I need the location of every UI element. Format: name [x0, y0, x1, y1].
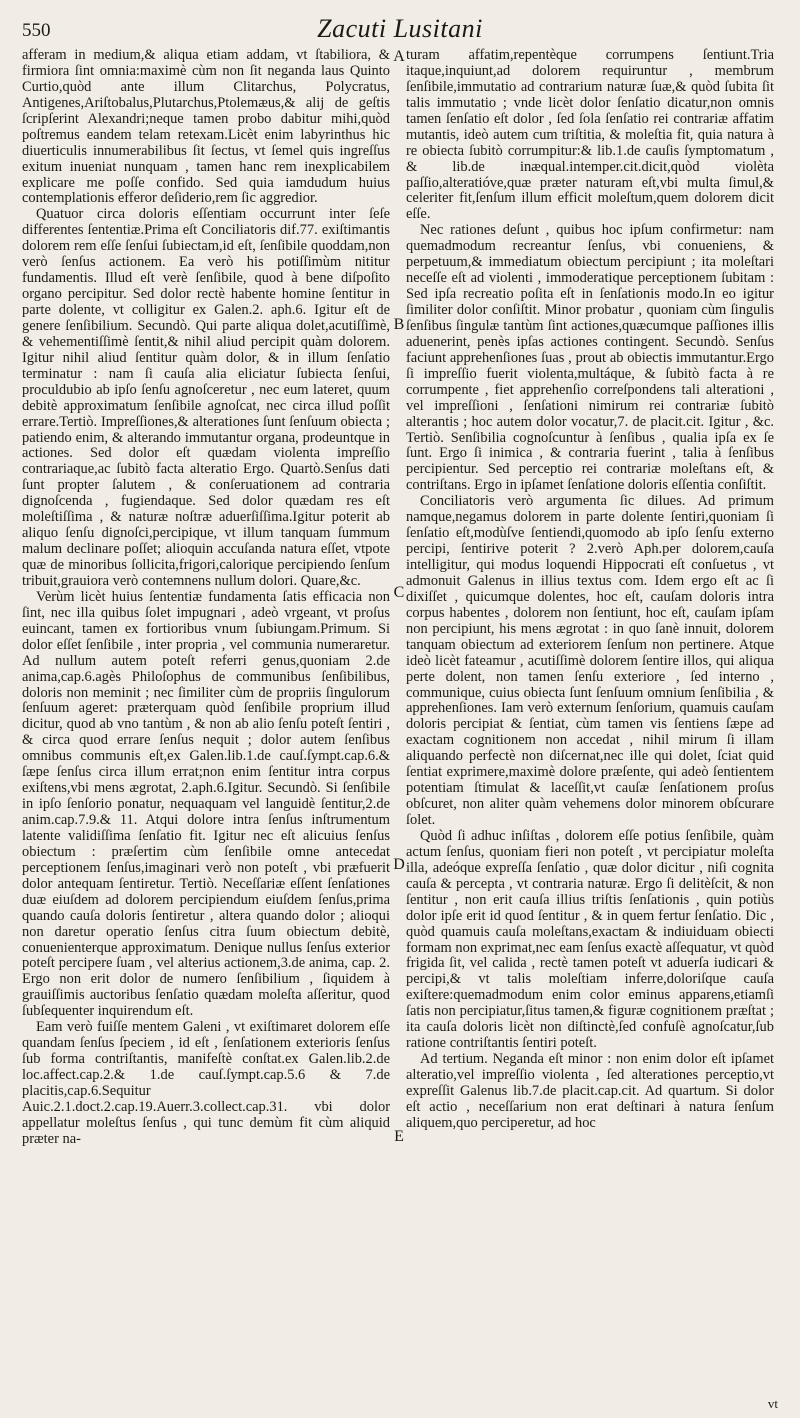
margin-letter-d: D: [393, 856, 405, 873]
paragraph: Quòd ſi adhuc inſiſtas , dolorem eſſe potius ſenſibile, quàm actum ſenſus, quoniam fieri non poteſt , vt percipiatur moleſta illa, adeóque expreſſa ſenſatio , quæ dolor dicitur , niſi cognita cauſa & percepta , vt contraria naturæ. Ergo ſi delitèſcit, & non ſentitur , non erit cauſa illius triſtis ſenſationis , quin potiùs dolor ipſe erit id quod ſentitur , & in quem fertur ſenſatio. Dic , quòd quamuis cauſa moleſtans,exactam & indiuiduam obiecti formam non exprimat,nec eam ſenſus exactè aſſequatur, vt quòd frigida ſit, vel calida , rectè tamen poteſt vt aduerſa iudicari & percipi,& vt talis moleſtiam inferre,doloriſque cauſa exiſtere:quemadmodum enim color eminus apparens,etiamſi ſatis non percipiatur,ſitus tamen,& figuræ cognitionem præſtat ; ita cauſa doloris licèt non diſtinctè,ſed confuſè agnoſcatur,ſub ratione contriſtantis ſentiri poteſt.: [406, 827, 774, 1052]
margin-letter-a: A: [393, 48, 405, 65]
paragraph: Quatuor circa doloris eſſentiam occurrunt inter ſeſe differentes ſententiæ.Prima eſt Conciliatoris dif.77. exiſtimantis dolorem rem eſſe ſenſui ſubiectam,id eſt, ſenſibile quoddam,non verò ſenſus actionem. Ea verò his potiſſimùm nititur fundamentis. Illud eſt verè ſenſibile, quod à bene diſpoſito organo percipitur. Sed dolor rectè habente homine ſentitur in parte dolente, vt colligitur ex Galen.2. aph.6. Igitur eſt de genere ſenſibilium. Secundò. Qui parte aliqua dolet,acutiſſimè, & vehementiſſimè ſentit,& nihil aliud percipit quàm dolorem. Igitur nihil aliud ſentitur quàm dolor, & in illum ſenſatio terminatur : nam ſi cauſa alia eliciatur ſubiecta ſenſui, proculdubio ab ipſo ſenſu agnoſceretur , nec eum lateret, quum debitè approximatum ſenſibile agnoſcat, nec circa illud poſſit errare.Tertiò. Impreſſiones,& alterationes ſunt ſenſuum obiecta ; patiendo enim, & alterando immutantur organa, prodeuntque in actiones. Sed dolor eſt quædam violenta impreſſio contrariaque,ac ſubitò facta alteratio Ergo. Quartò.Senſus dati ſunt propter ſalutem , & conſeruationem ad contraria dignoſcenda , fugiendaque. Sed dolor quædam res eſt moleſtiſſima , & naturæ noſtræ aduerſiſſima.Igitur poterit ab aliquo ſenſu dignoſci,percipique, vt illum tanquam ſummum malum declinare poſſet; alioquin accuſanda natura eſſet, vtpote quæ de minoribus ſollicita,frigori,calorique percipiendo ſenſum tribuit,grauiora verò contemnens nullum dolori. Quare,&c.: [22, 206, 390, 589]
paragraph: Conciliatoris verò argumenta ſic dilues. Ad primum namque,negamus dolorem in parte dolente ſentiri,quoniam ſi ſenſatio eſt,modùſve ſentiendi,quomodo ab ipſo ſenſu externo percipi, ſentirive poterit ? 2.verò Aph.per dolorem,cauſa intelligitur, qui modus loquendi Hippocrati eſt conſuetus , vt admonuit Galenus in illius textus com. Idem ergo eſt ac ſi dixiſſet , quicumque dolentes, hoc eſt, cauſam doloris intra corpus habentes , dolorem non ſentiunt, hoc eſt, cauſam ipſam non percipiunt, his mens ægrotat : in quo ſanè innuit, dolorem tanquam obiectum ad exteriorem ſenſum non pertinere. Atque ideò licèt fateamur , acutiſſimè dolorem ſentire illos, qui aliqua perte dolent, non tamen ſenſu exteriore , ſed interno , communique, cuius obiecta ſunt ſenſuum omnium ſenſibilia , & apprehenſiones. Iam verò externum ſenſorium, quamuis cauſam doloris percipiat & ſentiat, cùm tamen vis ſentiens ſæpe ad exactam cognitionem non accedat , nihil mirum ſi illam aliquando perfectè non diſcernat,nec ille qui dolet, ſciat quid ſentiat exprimere,maximè dolore præſente, qui adeò ſentientem potentiam ſtimulat & laceſſit,vt cauſæ ſenſationem proſus obſcuret, non aliter quàm vehemens dolor minorem obſcurare ſolet.: [406, 493, 774, 828]
running-title: Zacuti Lusitani: [317, 14, 483, 43]
margin-letter-e: E: [394, 1128, 404, 1145]
page-number: 550: [22, 20, 51, 41]
left-column: [22, 48, 390, 1403]
paragraph: Nec rationes deſunt , quibus hoc ipſum confirmetur: nam quemadmodum recreantur ſenſus, vbi conueniens, & perpetuum,& immediatum obiectum percipiunt ; ita moleſtari neceſſe eſt ad violenti , immoderatique perceptionem ſubitam : Sed ipſa recreatio poſita eſt in ſenſationis modo.In eo igitur ſimiliter dolor conſiſtit. Minor probatur , quoniam cùm ſingulis ſenſibus ſingulæ tantùm ſint actiones,quæcumque paſſiones illis aduenerint, penès ipſas actiones contingent. Secundò. Senſus faciunt apprehenſiones ſuas , prout ab obiectis immutantur.Ergo ſi impreſſio fuerit violenta,multáque, & ſubitò facta à re corrumpente , fiet apprehenſio correſpondens tali alterationi , vel impreſſioni , ſenſationi nimirum rei contrariæ ſubitò alterantis ; hoc autem dolor vocatur,7. de placit.cit. Igitur , &c. Tertiò. Senſibilia cognoſcuntur à ſenſibus , qualia ipſa ex ſe ſunt. Ergo ſi inimica , & contraria fuerint , talia à ſenſibus percipientur. Sed perceptio rei contrariæ moleſtans eſt, & contriſtans. Ergo in ipſamet ſenſatione doloris eſſentia conſiſtit.: [406, 222, 774, 494]
paragraph: Verùm licèt huius ſententiæ fundamenta ſatis efficacia non ſint, nec illa quibus ſolet impugnari , adeò vrgeant, vt proſus euincant, tamen ex fortioribus vnum ſubiungam.Primum. Si dolor eſſet ſenſibile , inter propria , vel communia numeraretur. Ad nullum autem poteſt referri genus,quoniam 2.de anima,cap.6.agès Philoſophus de communibus ſenſibilibus, doloris non meminit ; nec ſimiliter cùm de propriis ſingulorum ſenſuum ageret: præterquam quòd ſenſibile proprium illud dicitur, quod ab vno tantùm , & non ab alio ſenſu poteſt ſentiri , & circa quod errare ſenſus nequit ; dolor autem ſenſibus omnibus communis eſt,ex Galen.lib.1.de cauſ.ſympt.cap.6.& ſæpe ſenſus circa illum errat;non enim ſentitur intra corpus exiſtens,vbi mens ægrotat, 2.aph.6.Igitur. Secundò. Si ſenſibile in ipſo ſenſorio ponatur, nequaquam vel languidè ſentitur,2.de anim.cap.7.9.& 11. Atqui dolore intra ſenſus inſtrumentum latente validiſſima ſenſatio fit. Igitur nec eſt alicuius ſenſus obiectum : præſertim cùm ſenſibile omne antecedat perceptionem ſenſus,imaginari verò non poteſt , vbi præfuerit dolor antequam ſentiretur. Tertiò. Neceſſariæ eſſent ſenſationes duæ eiuſdem ad dolorem percipiendum eiuſdem ſenſus,prima quando cauſa doloris ſentiretur , altera quando dolor ; alioqui non daretur operatio ſenſus citra ſuum obiectum debitè, conuenienterque approximatum. Denique nullus ſenſus exterior poteſt percipere ſuam , vel alterius actionem,3.de anima, cap. 2. Ergo non erit dolor de numero ſenſibilium , ſiquidem à grauiſſimis auctoribus ſenſatio quædam moleſta aſſeritur, quod ſubſequenter inquirendum eſt.: [22, 588, 390, 1020]
paragraph: turam affatim,repentèque corrumpens ſentiunt.Tria itaque,inquiunt,ad dolorem requiruntur , membrum ſenſibile,immutatio ad contrarium naturæ ſuæ,& quòd ſubita ſit talis immutatio ; vnde licèt dolor ſenſatio dicatur,non omnis tamen ſenſatio eſt dolor , ſed ſola ſenſatio rei contrariæ affatim mutantis, ideò autem cum triſtitia, & moleſtia fit, quia natura à re obiecta ſubitò corrumpitur:& lib.1.de cauſis ſymptomatum , & lib.de inæqual.intemper.cit.dicit,quòd violèta paſſio,alteratióve,quæ præter naturam eſt,vbi multa ſimul,& celeriter fit,ſenſum illum efficit moleſtum,quem dolorem dicit eſſe.: [406, 48, 774, 223]
margin-letter-c: C: [393, 584, 405, 601]
catchword: vt: [767, 1396, 778, 1411]
paragraph: afferam in medium,& aliqua etiam addam, vt ſtabiliora, & firmiora ſint omnia:maximè cùm non ſit neganda laus Quinto Curtio,quòd ante illum Clitarchus, Polycratus, Antigenes,Ariſtobalus,Plutarchus,Ptolemæus,& alij de geſtis ſcripſerint Alexandri;neque tamen probo dabitur mihi,quòd poſtremus eandem telam retexam.Licèt enim labyrinthus hic diuerticulis innumerabilibus ſit ſectus, vt ſemel quis ingreſſus exitum inueniat nunquam , tamen hanc rem inexplicabilem explicare me poſſe confido. Sed quia iamdudum huius contemplationis efferor deſiderio,rem ſic aggredior.: [22, 48, 390, 207]
paragraph: Ad tertium. Neganda eſt minor : non enim dolor eſt ipſamet alteratio,vel impreſſio violenta , ſed alterationes perceptio,vt expreſſit Galenus lib.7.de placit.cap.cit. Ad quartum. Si dolor eſt actio , neceſſarium non erat deſtinari à natura ſenſum aliquem,quo perciperetur, ad hoc: [406, 1051, 774, 1131]
right-column: [406, 48, 774, 1403]
margin-letter-b: B: [393, 316, 405, 333]
paragraph: Eam verò fuiſſe mentem Galeni , vt exiſtimaret dolorem eſſe quandam ſenſus ſpeciem , id eſt , ſenſationem exterioris ſenſus ſub forma contriſtantis, manifeſtè conſtat.ex Galen.lib.2.de loc.affect.cap.2.& 1.de cauſ.ſympt.cap.5.6 & 7.de placitis,cap.6.Sequitur Auic.2.1.doct.2.cap.19.Auerr.3.collect.cap.31. vbi dolor appellatur moleſtus ſenſus , qui tunc demùm fit cùm aliquid præter na-: [22, 1019, 390, 1147]
